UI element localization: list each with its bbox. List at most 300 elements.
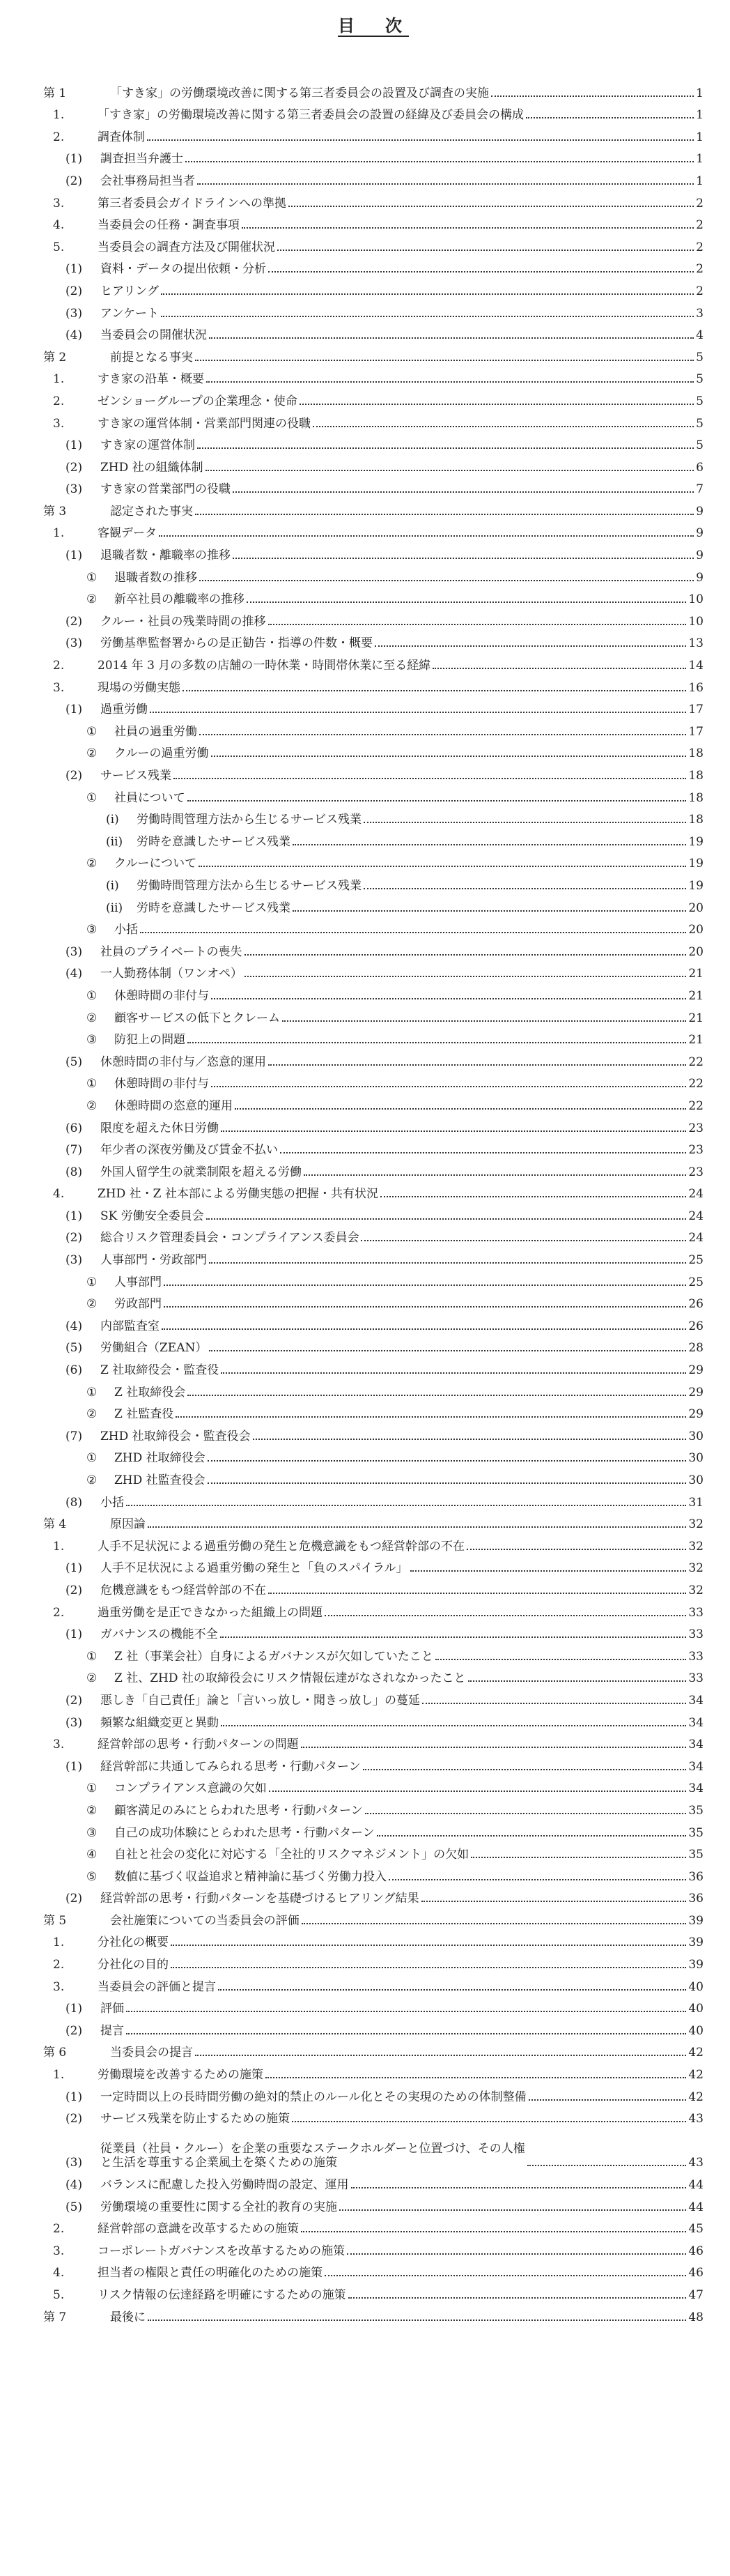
toc-entry[interactable] (43, 1465, 704, 1487)
toc-entry[interactable] (43, 1795, 704, 1818)
toc-entry[interactable] (43, 673, 704, 695)
toc-dot-leader (233, 491, 694, 493)
toc-entry-page: 47 (688, 2287, 704, 2302)
toc-entry[interactable] (43, 1597, 704, 1620)
toc-entry-page: 24 (688, 1187, 704, 1202)
toc-entry[interactable] (43, 408, 704, 431)
toc-entry-number: 2. (53, 394, 65, 408)
toc-entry[interactable] (43, 1355, 704, 1377)
toc-entry[interactable] (43, 100, 704, 123)
toc-entry-text: 経営幹部の思考・行動パターンを基礎づけるヒアリング結果 (100, 1892, 419, 1906)
toc-entry-number: ② (86, 1671, 98, 1686)
toc-entry[interactable] (43, 1003, 704, 1025)
toc-entry-page: 16 (688, 680, 704, 695)
toc-entry[interactable] (43, 1730, 704, 1752)
toc-dot-leader (187, 800, 687, 802)
toc-entry[interactable] (43, 2082, 704, 2104)
toc-entry-text: 調査体制 (98, 130, 145, 144)
toc-entry-number: (i) (106, 878, 119, 893)
toc-dot-leader (325, 2275, 686, 2276)
toc-entry[interactable] (43, 915, 704, 937)
toc-entry[interactable] (43, 1025, 704, 1048)
toc-dot-leader (300, 404, 694, 405)
toc-dot-leader (199, 866, 686, 867)
toc-entry-text: 会社事務局担当者 (100, 174, 195, 188)
toc-entry[interactable] (43, 1487, 704, 1510)
toc-entry-number: (1) (65, 438, 83, 453)
toc-entry[interactable] (43, 386, 704, 408)
toc-entry-number: ② (86, 1098, 98, 1113)
toc-entry[interactable] (43, 232, 704, 254)
toc-dot-leader (182, 690, 686, 691)
toc-entry[interactable] (43, 475, 704, 497)
toc-entry-number: ② (86, 592, 98, 607)
toc-entry[interactable] (43, 276, 704, 298)
toc-entry[interactable] (43, 2192, 704, 2214)
toc-entry[interactable] (43, 2126, 704, 2170)
toc-entry-page: 10 (688, 614, 704, 629)
toc-entry[interactable] (43, 2060, 704, 2082)
toc-entry-page: 35 (688, 1803, 704, 1818)
toc-entry-number: (4) (65, 1319, 83, 1333)
toc-dot-leader (268, 271, 694, 273)
toc-entry[interactable] (43, 1289, 704, 1312)
toc-entry[interactable] (43, 2236, 704, 2258)
toc-entry-page: 45 (688, 2222, 704, 2237)
toc-entry-number: 1. (53, 108, 65, 123)
toc-entry[interactable] (43, 1531, 704, 1554)
toc-entry[interactable] (43, 298, 704, 321)
toc-entry[interactable] (43, 1510, 704, 1532)
toc-entry-number: ② (86, 1297, 98, 1312)
toc-entry-page: 42 (688, 2090, 704, 2104)
toc-entry-page: 32 (688, 1539, 704, 1554)
toc-entry[interactable] (43, 321, 704, 343)
toc-entry-page: 1 (696, 86, 704, 100)
toc-entry[interactable] (43, 959, 704, 981)
toc-entry-text: ゼンショーグループの企業理念・使命 (98, 394, 297, 408)
toc-entry-text: 社員のプライベートの喪失 (100, 944, 242, 959)
toc-entry-number: (ii) (106, 834, 123, 849)
toc-entry-text: 最後に (110, 2310, 146, 2324)
toc-entry[interactable] (43, 1157, 704, 1179)
toc-entry[interactable] (43, 1708, 704, 1730)
toc-entry-text: 労働基準監督署からの是正勧告・指導の件数・概要 (100, 636, 373, 651)
toc-entry[interactable] (43, 1906, 704, 1928)
toc-entry-number: (2) (65, 2023, 83, 2038)
toc-entry-text: 顧客満足のみにとらわれた思考・行動パターン (114, 1803, 363, 1818)
toc-entry-number: 1. (53, 1539, 65, 1554)
toc-dot-leader (235, 1108, 686, 1110)
toc-entry-text: ヒアリング (100, 284, 159, 298)
toc-entry[interactable] (43, 365, 704, 387)
toc-dot-leader (527, 2165, 687, 2166)
toc-entry-text: 当委員会の提言 (110, 2046, 193, 2060)
toc-dot-leader (162, 1328, 686, 1330)
toc-entry-text: ZHD 社取締役会 (114, 1451, 205, 1466)
toc-entry[interactable] (43, 827, 704, 849)
toc-entry-text: 調査担当弁護士 (100, 152, 183, 167)
toc-entry-text: コーポレートガバナンスを改革するための施策 (98, 2244, 345, 2258)
toc-entry[interactable] (43, 562, 704, 585)
toc-dot-leader (351, 2187, 687, 2188)
toc-dot-leader (529, 2099, 687, 2101)
toc-entry[interactable] (43, 166, 704, 188)
toc-dot-leader (211, 756, 687, 757)
toc-entry-number: ③ (86, 1825, 98, 1840)
toc-entry-number: (3) (65, 306, 83, 321)
toc-entry[interactable] (43, 144, 704, 167)
toc-entry[interactable] (43, 937, 704, 959)
toc-entry-number: (6) (65, 1363, 83, 1378)
toc-dot-leader (348, 2297, 687, 2299)
toc-entry-page: 35 (688, 1848, 704, 1862)
toc-entry-text: 悪しき「自己責任」論と「言いっ放し・聞きっ放し」の蔓延 (100, 1693, 420, 1708)
toc-entry-page: 44 (688, 2178, 704, 2192)
toc-dot-leader (288, 206, 694, 207)
toc-entry-page: 20 (688, 923, 704, 937)
toc-entry[interactable] (43, 760, 704, 783)
toc-entry-number: ⑤ (86, 1869, 98, 1884)
toc-entry[interactable] (43, 1201, 704, 1223)
toc-entry-text-line1: 従業員（社員・クルー）を企業の重要なステークホルダーと位置づけ、その人権 (100, 2142, 525, 2156)
toc-entry[interactable] (43, 2038, 704, 2060)
toc-entry[interactable] (43, 739, 704, 761)
toc-entry-number: (5) (65, 1341, 83, 1356)
toc-entry-text: 労働組合（ZEAN） (100, 1341, 208, 1356)
toc-entry-number: (2) (65, 1231, 83, 1245)
toc-entry[interactable] (43, 1400, 704, 1422)
toc-entry-text: Z 社取締役会・監査役 (100, 1363, 219, 1378)
toc-entry[interactable] (43, 519, 704, 541)
toc-entry[interactable] (43, 1311, 704, 1333)
toc-entry-page: 36 (688, 1892, 704, 1906)
toc-entry[interactable] (43, 1575, 704, 1597)
toc-entry[interactable] (43, 716, 704, 739)
toc-entry-number: 1. (53, 2068, 65, 2083)
toc-entry[interactable] (43, 1928, 704, 1950)
toc-entry-page: 22 (688, 1055, 704, 1069)
toc-entry[interactable] (43, 1818, 704, 1840)
toc-entry[interactable] (43, 1685, 704, 1708)
toc-entry[interactable] (43, 1223, 704, 1245)
toc-entry-page: 19 (688, 834, 704, 849)
toc-entry-text: 過重労働を是正できなかった組織上の問題 (98, 1605, 323, 1620)
toc-entry[interactable] (43, 431, 704, 453)
toc-entry-number: (7) (65, 1429, 83, 1443)
toc-entry-number: 2. (53, 1958, 65, 1972)
toc-entry-number: 2. (53, 130, 65, 144)
toc-dot-leader (277, 250, 694, 251)
toc-entry[interactable] (43, 1994, 704, 2016)
toc-entry[interactable] (43, 1664, 704, 1686)
toc-dot-leader (389, 1879, 686, 1880)
toc-entry-number: (i) (106, 813, 119, 827)
toc-entry-page: 5 (696, 350, 704, 365)
toc-entry-page: 40 (688, 2023, 704, 2038)
toc-entry-number: ② (86, 1803, 98, 1818)
toc-entry-text: SK 労働安全委員会 (100, 1209, 204, 1223)
toc-entry-text: 自社と社会の変化に対応する「全社的リスクマネジメント」の欠如 (114, 1848, 469, 1862)
toc-entry-page: 3 (696, 306, 704, 321)
toc-entry-text: 新卒社員の離職率の推移 (114, 592, 244, 607)
toc-entry-page: 43 (688, 2156, 704, 2170)
toc-entry-page: 18 (688, 746, 704, 761)
toc-entry-text: 外国人留学生の就業制限を超える労働 (100, 1165, 302, 1179)
toc-entry-number: (3) (65, 1715, 83, 1730)
toc-entry-page: 32 (688, 1561, 704, 1576)
toc-entry-number: (3) (65, 1253, 83, 1268)
toc-entry-page: 25 (688, 1253, 704, 1268)
toc-entry[interactable] (43, 2280, 704, 2302)
toc-dot-leader (126, 1505, 686, 1506)
toc-entry-text: 労働時間管理方法から生じるサービス残業 (137, 813, 362, 827)
toc-entry-number: 第 6 (43, 2046, 67, 2060)
toc-entry[interactable] (43, 1377, 704, 1400)
toc-entry-page: 1 (696, 152, 704, 167)
toc-dot-leader (147, 139, 694, 141)
toc-entry-number: ④ (86, 1848, 98, 1862)
toc-entry-text: 現場の労働実態 (98, 680, 180, 695)
toc-dot-leader (293, 844, 686, 845)
toc-entry-number: 第 5 (43, 1913, 67, 1928)
toc-entry-page: 30 (688, 1451, 704, 1466)
toc-entry-text: クルー・社員の残業時間の推移 (100, 614, 266, 629)
toc-dot-leader (187, 1042, 686, 1043)
toc-entry-number: (7) (65, 1143, 83, 1158)
toc-entry-number: (1) (65, 1209, 83, 1223)
toc-entry-number: ③ (86, 923, 98, 937)
toc-entry-page: 10 (688, 592, 704, 607)
toc-dot-leader (410, 1570, 687, 1572)
toc-entry-text: すき家の運営体制・営業部門関連の役職 (98, 416, 311, 431)
toc-entry[interactable] (43, 210, 704, 233)
toc-entry[interactable] (43, 540, 704, 562)
toc-entry[interactable] (43, 342, 704, 365)
toc-dot-leader (421, 1901, 687, 1902)
toc-entry-number: (1) (65, 1759, 83, 1774)
toc-entry-text: 防犯上の問題 (114, 1033, 185, 1048)
toc-entry-page: 39 (688, 1958, 704, 1972)
toc-entry[interactable] (43, 2214, 704, 2237)
toc-entry-page: 5 (696, 416, 704, 431)
toc-dot-leader (195, 514, 694, 515)
toc-dot-leader (364, 822, 686, 823)
toc-dot-leader (468, 1680, 687, 1682)
toc-entry[interactable] (43, 650, 704, 673)
toc-entry[interactable] (43, 1333, 704, 1356)
toc-entry[interactable] (43, 1751, 704, 1774)
toc-entry-number: (2) (65, 614, 83, 629)
toc-entry-text: 休憩時間の非付与／恣意的運用 (100, 1055, 266, 1069)
toc-dot-leader (280, 1152, 686, 1153)
toc-entry-number: ① (86, 1275, 98, 1289)
toc-entry-number: ① (86, 988, 98, 1003)
toc-entry[interactable] (43, 2258, 704, 2280)
toc-entry[interactable] (43, 1245, 704, 1267)
toc-entry-page: 43 (688, 2112, 704, 2126)
toc-entry-number: 4. (53, 218, 65, 233)
toc-entry-number: (3) (65, 944, 83, 959)
toc-entry[interactable] (43, 2302, 704, 2324)
toc-entry-text: 人事部門・労政部門 (100, 1253, 207, 1268)
toc-dot-leader (347, 2253, 686, 2255)
toc-entry-page: 9 (696, 504, 704, 519)
toc-entry[interactable] (43, 188, 704, 210)
toc-entry-number: 3. (53, 416, 65, 431)
toc-entry-number: 3. (53, 680, 65, 695)
toc-entry[interactable] (43, 1641, 704, 1664)
toc-entry[interactable] (43, 1774, 704, 1796)
toc-entry[interactable] (43, 849, 704, 871)
toc-entry-number: (2) (65, 460, 83, 475)
toc-entry-number: 第 1 (43, 86, 67, 100)
toc-entry-page: 9 (696, 549, 704, 563)
toc-entry[interactable] (43, 1949, 704, 1972)
toc-entry-text: 「すき家」の労働環境改善に関する第三者委員会の設置の経緯及び委員会の構成 (98, 108, 524, 123)
toc-entry-page: 34 (688, 1781, 704, 1796)
toc-entry[interactable] (43, 629, 704, 651)
toc-entry[interactable] (43, 2170, 704, 2192)
toc-entry[interactable] (43, 452, 704, 475)
toc-dot-leader (199, 580, 694, 581)
toc-entry-number: (6) (65, 1121, 83, 1135)
toc-entry-page: 20 (688, 944, 704, 959)
toc-entry-page: 21 (688, 988, 704, 1003)
toc-dot-leader (491, 95, 694, 97)
toc-entry-number: 3. (53, 1979, 65, 1994)
toc-entry[interactable] (43, 1047, 704, 1069)
toc-entry-text: 労時を意識したサービス残業 (137, 900, 290, 915)
toc-dot-leader (363, 1769, 687, 1770)
toc-entry[interactable] (43, 1179, 704, 1202)
toc-entry-number: (2) (65, 1892, 83, 1906)
toc-entry[interactable] (43, 585, 704, 607)
toc-entry[interactable] (43, 1972, 704, 1994)
toc-entry[interactable] (43, 981, 704, 1003)
toc-entry-text: サービス残業を防止するための施策 (100, 2112, 290, 2126)
toc-entry-number: (4) (65, 2178, 83, 2192)
toc-entry-page: 42 (688, 2046, 704, 2060)
toc-entry-number: ① (86, 1451, 98, 1466)
toc-entry-text: 当委員会の任務・調査事項 (98, 218, 240, 233)
toc-dot-leader (325, 1615, 686, 1616)
toc-dot-leader (247, 601, 686, 603)
toc-entry[interactable] (43, 695, 704, 717)
toc-entry-text: 小括 (114, 923, 138, 937)
toc-dot-leader (301, 2231, 686, 2232)
toc-entry-page: 5 (696, 394, 704, 408)
toc-entry[interactable] (43, 1069, 704, 1091)
toc-entry[interactable] (43, 78, 704, 100)
toc-entry[interactable] (43, 1884, 704, 1906)
toc-entry[interactable] (43, 1554, 704, 1576)
toc-entry-page: 36 (688, 1869, 704, 1884)
toc-entry-text: バランスに配慮した投入労働時間の設定、運用 (100, 2178, 349, 2192)
toc-entry-number: (1) (65, 152, 83, 167)
toc-entry[interactable] (43, 2104, 704, 2126)
toc-entry[interactable] (43, 1135, 704, 1158)
toc-entry[interactable] (43, 1620, 704, 1642)
toc-entry[interactable] (43, 1862, 704, 1884)
toc-entry-text: 労働時間管理方法から生じるサービス残業 (137, 878, 362, 893)
toc-entry-number: 4. (53, 1187, 65, 1202)
toc-entry-page: 19 (688, 878, 704, 893)
toc-entry-number: 2. (53, 2222, 65, 2237)
toc-entry-text: 客観データ (98, 526, 157, 541)
toc-entry-page: 48 (688, 2310, 704, 2324)
toc-entry-text: 過重労働 (100, 703, 148, 717)
toc-entry-text: コンプライアンス意識の欠如 (114, 1781, 267, 1796)
toc-entry-text: 限度を超えた休日労働 (100, 1121, 219, 1135)
toc-entry-text: 提言 (100, 2023, 124, 2038)
toc-entry-page: 33 (688, 1671, 704, 1686)
toc-dot-leader (304, 1174, 686, 1176)
toc-entry-number: ② (86, 1407, 98, 1422)
toc-entry-text: 担当者の権限と責任の明確化のための施策 (98, 2266, 323, 2280)
toc-entry-text: クルーの過重労働 (114, 746, 209, 761)
toc-entry-number: (5) (65, 1055, 83, 1069)
toc-dot-leader (265, 2077, 686, 2078)
toc-entry[interactable] (43, 2016, 704, 2038)
toc-dot-leader (365, 1813, 687, 1814)
toc-entry-page: 35 (688, 1825, 704, 1840)
toc-entry[interactable] (43, 1443, 704, 1466)
toc-entry-text: 退職者数の推移 (114, 570, 197, 585)
toc-dot-leader (211, 1086, 686, 1087)
toc-entry[interactable] (43, 805, 704, 827)
toc-entry-number: (1) (65, 262, 83, 277)
toc-dot-leader (140, 932, 686, 933)
toc-dot-leader (126, 2033, 686, 2034)
toc-entry-text: 頻繁な組織変更と異動 (100, 1715, 219, 1730)
toc-entry-text: リスク情報の伝達経路を明確にするための施策 (98, 2287, 346, 2302)
toc-entry-page: 46 (688, 2244, 704, 2258)
toc-title: 目 次 (338, 15, 409, 36)
toc-entry-text: 評価 (100, 2002, 124, 2016)
toc-entry[interactable] (43, 122, 704, 144)
toc-dot-leader (364, 888, 686, 889)
toc-entry[interactable] (43, 496, 704, 519)
toc-entry-number: (1) (65, 1561, 83, 1576)
toc-entry[interactable] (43, 1840, 704, 1862)
toc-entry-text: ZHD 社・Z 社本部による労働実態の把握・共有状況 (98, 1187, 378, 1202)
toc-entry[interactable] (43, 606, 704, 629)
toc-entry-number: (3) (65, 636, 83, 651)
toc-entry[interactable] (43, 254, 704, 277)
toc-entry[interactable] (43, 871, 704, 893)
toc-dot-leader (220, 1636, 687, 1638)
toc-entry-text: Z 社取締役会 (114, 1385, 186, 1400)
toc-dot-leader (185, 161, 694, 162)
toc-entry[interactable] (43, 893, 704, 915)
toc-entry-text: Z 社（事業会社）自身によるガバナンスが欠如していたこと (114, 1649, 433, 1664)
toc-entry-number: (2) (65, 2112, 83, 2126)
toc-entry[interactable] (43, 1113, 704, 1135)
toc-entry-text: 原因論 (110, 1517, 146, 1532)
toc-entry[interactable] (43, 783, 704, 805)
toc-entry-number: (3) (65, 482, 83, 497)
toc-entry-number: ① (86, 1385, 98, 1400)
toc-entry-page: 22 (688, 1098, 704, 1113)
toc-entry-page: 28 (688, 1341, 704, 1356)
toc-entry[interactable] (43, 1267, 704, 1289)
toc-dot-leader (164, 1285, 686, 1286)
toc-entry[interactable] (43, 1421, 704, 1443)
toc-entry-page: 30 (688, 1429, 704, 1443)
toc-entry-page: 32 (688, 1583, 704, 1597)
toc-entry[interactable] (43, 1091, 704, 1113)
